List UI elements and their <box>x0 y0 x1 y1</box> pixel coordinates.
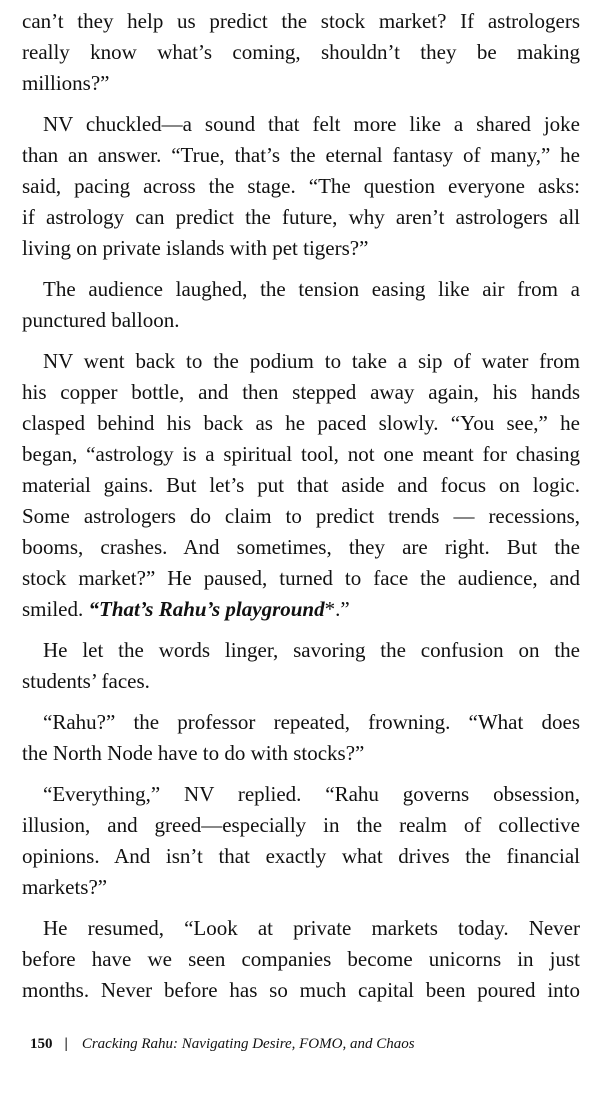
text-segment: material gains. But let’s put that aside and focus on logic. <box>22 473 580 497</box>
text-line <box>22 872 580 903</box>
text-line <box>22 202 580 233</box>
text-line <box>22 109 580 140</box>
text-segment: booms, crashes. And sometimes, they are right. But the <box>22 535 580 559</box>
text-line <box>22 37 580 68</box>
text-segment: NV chuckled—a sound that felt more like a shared joke <box>43 112 580 136</box>
text-line <box>22 346 580 377</box>
text-segment: before have we seen companies become unicorns in just <box>22 947 580 971</box>
text-segment: The audience laughed, the tension easing like air from a <box>43 277 580 301</box>
page-footer <box>30 1034 415 1054</box>
book-title: Cracking Rahu: Navigating Desire, FOMO, and Chaos <box>81 1036 415 1052</box>
footer-separator: | <box>64 1036 68 1052</box>
paragraph <box>22 109 580 264</box>
body-text <box>22 6 580 1016</box>
text-segment: millions?” <box>22 71 110 95</box>
text-segment: stock market?” He paused, turned to face the audience, and <box>22 566 580 590</box>
paragraph <box>22 635 580 697</box>
text-line <box>22 975 580 1006</box>
text-line <box>22 140 580 171</box>
text-line <box>22 501 580 532</box>
text-segment: the North Node have to do with stocks?” <box>22 741 365 765</box>
text-segment: punctured balloon. <box>22 308 180 332</box>
text-line <box>22 377 580 408</box>
text-segment: “Everything,” NV replied. “Rahu governs obsession, <box>43 782 580 806</box>
text-line <box>22 913 580 944</box>
text-line <box>22 439 580 470</box>
text-line <box>22 532 580 563</box>
text-segment: “Rahu?” the professor repeated, frowning. “What does <box>43 710 580 734</box>
text-line <box>22 68 580 99</box>
text-segment: opinions. And isn’t that exactly what drives the financial <box>22 844 580 868</box>
text-line <box>22 841 580 872</box>
text-line <box>22 274 580 305</box>
page-number: 150 <box>30 1036 53 1052</box>
text-line <box>22 666 580 697</box>
paragraph <box>22 779 580 903</box>
text-line <box>22 707 580 738</box>
text-segment: smiled. <box>22 597 89 621</box>
text-segment: *.” <box>324 597 350 621</box>
text-segment: can’t they help us predict the stock market? If astrologers <box>22 9 580 33</box>
text-line <box>22 233 580 264</box>
text-segment: than an answer. “True, that’s the eternal fantasy of many,” he <box>22 143 580 167</box>
text-segment: NV went back to the podium to take a sip of water from <box>43 349 580 373</box>
text-segment: illusion, and greed—especially in the realm of collective <box>22 813 580 837</box>
text-line <box>22 944 580 975</box>
text-line <box>22 779 580 810</box>
text-line <box>22 563 580 594</box>
paragraph <box>22 346 580 625</box>
text-segment: clasped behind his back as he paced slowly. “You see,” he <box>22 411 580 435</box>
paragraph <box>22 6 580 99</box>
text-line <box>22 594 580 625</box>
text-segment: began, “astrology is a spiritual tool, not one meant for chasing <box>22 442 580 466</box>
text-line <box>22 6 580 37</box>
text-segment: said, pacing across the stage. “The question everyone asks: <box>22 174 580 198</box>
text-segment: living on private islands with pet tigers?” <box>22 236 369 260</box>
emphasized-quote: “That’s Rahu’s playground <box>88 597 325 621</box>
text-segment: students’ faces. <box>22 669 150 693</box>
paragraph <box>22 707 580 769</box>
text-segment: really know what’s coming, shouldn’t they be making <box>22 40 580 64</box>
text-segment: months. Never before has so much capital been poured into <box>22 978 580 1002</box>
text-segment: He resumed, “Look at private markets today. Never <box>43 916 580 940</box>
text-line <box>22 305 580 336</box>
text-line <box>22 470 580 501</box>
paragraph <box>22 913 580 1006</box>
text-line <box>22 810 580 841</box>
text-segment: markets?” <box>22 875 108 899</box>
text-segment: if astrology can predict the future, why aren’t astrologers all <box>22 205 580 229</box>
text-line <box>22 408 580 439</box>
text-segment: Some astrologers do claim to predict trends — recessions, <box>22 504 580 528</box>
paragraph <box>22 274 580 336</box>
text-line <box>22 171 580 202</box>
text-line <box>22 738 580 769</box>
text-segment: his copper bottle, and then stepped away again, his hands <box>22 380 580 404</box>
text-segment: He let the words linger, savoring the confusion on the <box>43 638 580 662</box>
text-line <box>22 635 580 666</box>
